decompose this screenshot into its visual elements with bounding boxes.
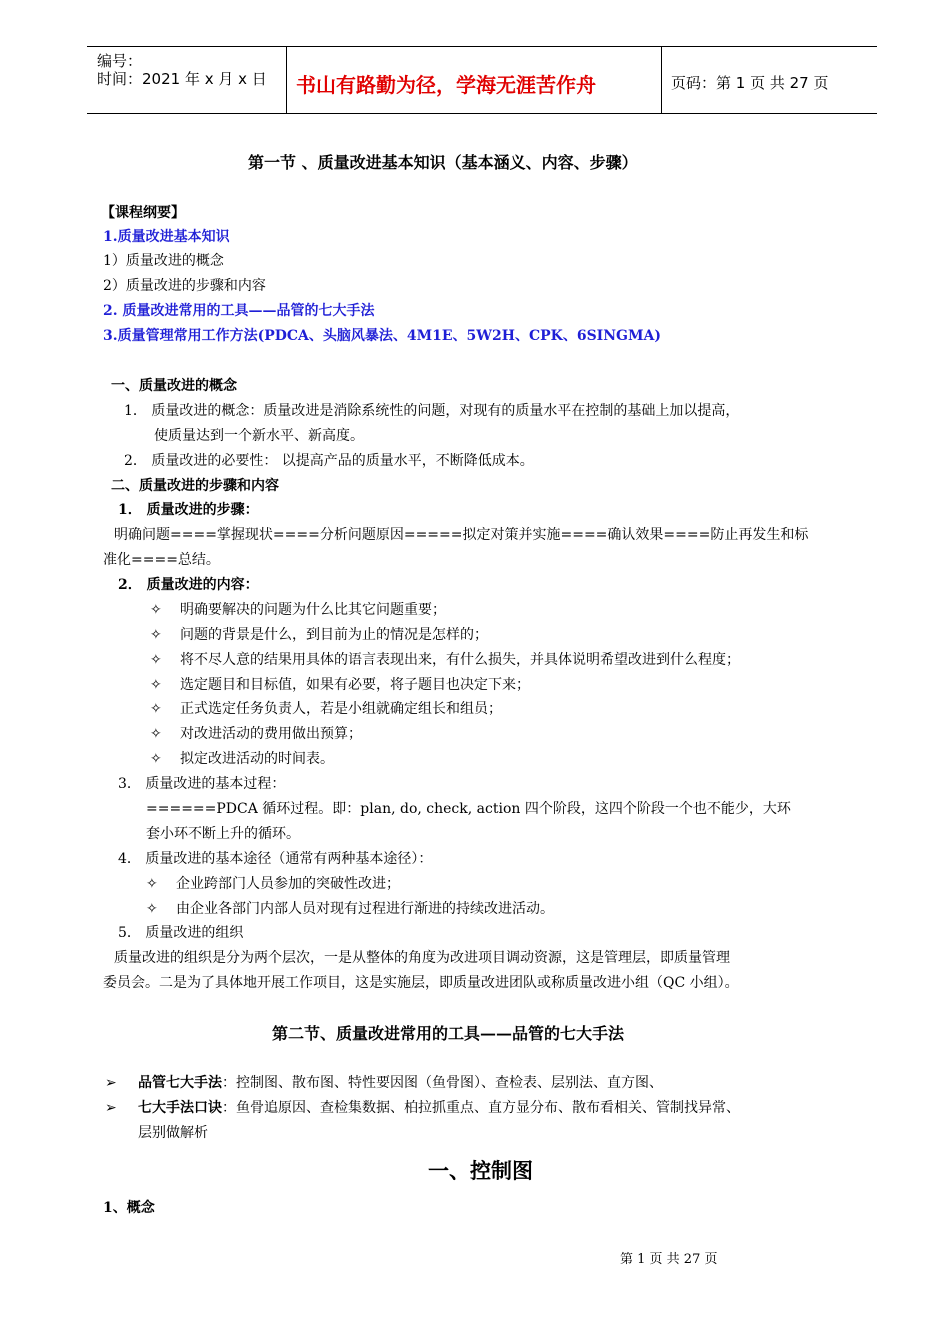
header-divider-right (661, 46, 662, 114)
paths-list-item: ✧ 企业跨部门人员参加的突破性改进； (146, 876, 400, 892)
arrowhead-bullet-icon: ➢ (105, 1075, 117, 1091)
diamond-bullet-icon: ✧ (146, 901, 158, 917)
content-heading: 2． 质量改进的内容： (118, 577, 259, 593)
diamond-bullet-icon: ✧ (150, 726, 162, 742)
footer-page-number: 第 1 页 共 27 页 (620, 1252, 718, 1267)
tools-list-item: ➢ 七大手法口诀：鱼骨追原因、查检集数据、柏拉抓重点、直方显分布、散布看相关、管制找异常、 (105, 1100, 740, 1116)
outline-item: 1.质量改进基本知识 (103, 229, 230, 245)
header-page-label: 页码：第 1 页 共 27 页 (671, 74, 829, 92)
diamond-bullet-icon: ✧ (150, 751, 162, 767)
steps-flow-line: 准化====总结。 (103, 552, 220, 568)
diamond-bullet-icon: ✧ (150, 627, 162, 643)
process-text-line: ======PDCA 循环过程。即：plan, do, check, action 四个阶段，这四个阶段一个也不能少，大环 (146, 801, 791, 817)
steps-heading: 二、质量改进的步骤和内容 (111, 478, 279, 494)
section1-title: 第一节 、质量改进基本知识（基本涵义、内容、步骤） (248, 153, 638, 172)
serial-label: 编号： (97, 52, 143, 70)
diamond-bullet-icon: ✧ (150, 602, 162, 618)
content-list-item: ✧ 明确要解决的问题为什么比其它问题重要； (150, 602, 446, 618)
outline-title: 【课程纲要】 (101, 205, 185, 221)
diamond-bullet-icon: ✧ (150, 652, 162, 668)
header-top-rule (87, 46, 877, 47)
org-text-line: 委员会。二是为了具体地开展工作项目，这是实施层，即质量改进团队或称质量改进小组（QC 小组）。 (103, 975, 739, 991)
concept-heading: 一、质量改进的概念 (111, 378, 237, 394)
concept-item: 1． 质量改进的概念：质量改进是消除系统性的问题，对现有的质量水平在控制的基础上加以提高， (124, 403, 740, 419)
header-bottom-rule (87, 113, 877, 114)
concept-label: 1、概念 (103, 1200, 155, 1216)
header-motto: 书山有路勤为径，学海无涯苦作舟 (296, 73, 596, 97)
content-list-item: ✧ 问题的背景是什么，到目前为止的情况是怎样的； (150, 627, 488, 643)
process-heading: 3． 质量改进的基本过程： (118, 776, 286, 792)
content-list-item: ✧ 正式选定任务负责人，若是小组就确定组长和组员； (150, 701, 502, 717)
diamond-bullet-icon: ✧ (150, 701, 162, 717)
tools-list-item-cont: 层别做解析 (138, 1125, 208, 1141)
outline-item: 3.质量管理常用工作方法(PDCA、头脑风暴法、4M1E、5W2H、CPK、6SINGMA) (103, 328, 661, 344)
tools-list-item: ➢ 品管七大手法：控制图、散布图、特性要因图（鱼骨图）、查检表、层别法、直方图、 (105, 1075, 663, 1091)
concept-item-cont: 使质量达到一个新水平、新高度。 (154, 428, 364, 444)
diamond-bullet-icon: ✧ (150, 677, 162, 693)
org-text-line: 质量改进的组织是分为两个层次，一是从整体的角度为改进项目调动资源，这是管理层，即质量管理 (114, 950, 730, 966)
paths-list-item: ✧ 由企业各部门内部人员对现有过程进行渐进的持续改进活动。 (146, 901, 554, 917)
concept-item: 2． 质量改进的必要性： 以提高产品的质量水平，不断降低成本。 (124, 453, 534, 469)
steps-flow-line: 明确问题====掌握现状====分析问题原因=====拟定对策并实施====确认效果====防止再发生和标 (114, 527, 809, 543)
org-heading: 5． 质量改进的组织 (118, 925, 244, 941)
outline-item: 2. 质量改进常用的工具——品管的七大手法 (103, 303, 375, 319)
paths-heading: 4． 质量改进的基本途径（通常有两种基本途径）： (118, 851, 433, 867)
header-divider-left (286, 46, 287, 114)
outline-item: 1）质量改进的概念 (103, 253, 224, 269)
process-text-line: 套小环不断上升的循环。 (146, 826, 300, 842)
time-label: 时间：2021 年 x 月 x 日 (97, 70, 267, 88)
content-list-item: ✧ 将不尽人意的结果用具体的语言表现出来，有什么损失，并具体说明希望改进到什么程度； (150, 652, 740, 668)
content-list-item: ✧ 选定题目和目标值，如果有必要，将子题目也决定下来； (150, 677, 530, 693)
outline-item: 2）质量改进的步骤和内容 (103, 278, 266, 294)
content-list-item: ✧ 对改进活动的费用做出预算； (150, 726, 362, 742)
diamond-bullet-icon: ✧ (146, 876, 158, 892)
section2-title: 第二节、质量改进常用的工具——品管的七大手法 (272, 1024, 625, 1043)
arrowhead-bullet-icon: ➢ (105, 1100, 117, 1116)
chapter-title: 一、控制图 (428, 1158, 533, 1183)
steps-subheading: 1． 质量改进的步骤： (118, 502, 259, 518)
content-list-item: ✧ 拟定改进活动的时间表。 (150, 751, 334, 767)
